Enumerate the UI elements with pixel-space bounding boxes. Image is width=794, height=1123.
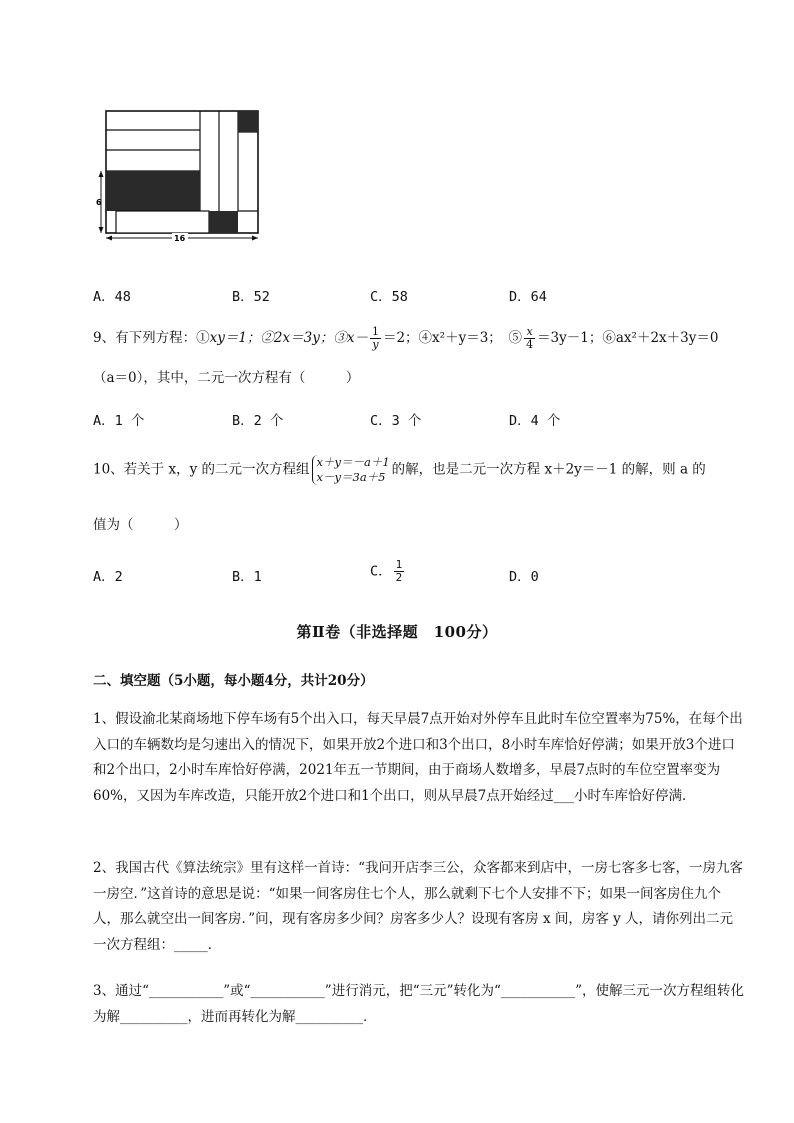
q10-option-d[interactable]: D．0 (509, 569, 539, 585)
q9-eq5-tail: ＝3y－1；⑥ax²＋2x＋3y＝0 (537, 330, 719, 346)
q10-stem (93, 455, 706, 485)
q8-option-d[interactable]: D．64 (509, 289, 547, 305)
q10-tail: 的解，也是二元一次方程 x＋2y＝－1 的解，则 a 的 (391, 461, 706, 478)
q9-option-b[interactable]: B．2 个 (232, 413, 284, 429)
dimension-6-label: 6 (96, 198, 102, 207)
q9-fraction-2: $\frac{x}{4}$ (526, 325, 534, 351)
q9-option-c[interactable]: C．3 个 (370, 413, 422, 429)
part2-title: 第Ⅱ卷（非选择题 100分） (296, 623, 498, 641)
section2-heading: 二、填空题（5小题，每小题4分，共计20分） (93, 673, 374, 689)
q9-eq1: xy＝1；②2x＝3y；③x－ (209, 330, 368, 346)
q9-stem (93, 326, 718, 351)
dimension-16-label: 16 (174, 234, 186, 243)
rectangle-puzzle-figure (96, 104, 266, 254)
bottom-strip (116, 211, 209, 233)
shaded-block-left (106, 171, 200, 211)
q8-option-b[interactable]: B．52 (232, 289, 270, 305)
q9-fraction-1: $\frac{1}{y}$ (371, 325, 379, 351)
q10-equation-system: x＋y＝－a＋1 x－y＝3a＋5 (312, 455, 390, 485)
shaded-square-bottom-right (209, 211, 238, 233)
q9-stem-line2: （a＝0），其中，二元一次方程有（ ） (93, 370, 360, 386)
q9-option-d[interactable]: D．4 个 (509, 413, 561, 429)
q10-lead: 10、若关于 x，y 的二元一次方程组 (93, 461, 310, 478)
fill-question-3: 3、通过“___________”或“___________”进行消元，把“三元”转化为“___________”，使解三元一次方程组转化为解__________，进而再转化为解__________． (93, 983, 745, 1025)
q10-option-a[interactable]: A．2 (93, 569, 123, 585)
q10-stem-line2: 值为（ ） (93, 517, 188, 533)
q9-eq3-tail: ＝2；④x²＋y＝3； ⑤ (382, 330, 523, 346)
shaded-square-top-right (238, 111, 258, 132)
q10-option-c-fraction: $\frac{1}{2}$ (395, 558, 403, 584)
q10-option-b[interactable]: B．1 (232, 569, 262, 585)
q8-option-a[interactable]: A．48 (93, 289, 131, 305)
fill-question-2: 2、我国古代《算法统宗》里有这样一首诗：“我问开店李三公，众客都来到店中，一房七客多七客，一房九客一房空．”这首诗的意思是说：“如果一间客房住七个人，那么就剩下七个人安排不下；如果一间客房住九个人，那么就空出一间客房．”问，现有客房多少间？房客多少人？设现有客房 x 间，房客 y 人，请你列出二元一次方程组：_____． (93, 860, 743, 953)
q9-option-a[interactable]: A．1 个 (93, 413, 145, 429)
q8-option-c[interactable]: C．58 (370, 289, 408, 305)
q10-option-c[interactable]: C． $\frac{1}{2}$ (370, 558, 403, 584)
fill-question-1: 1、假设渝北某商场地下停车场有5个出入口，每天早晨7点开始对外停车且此时车位空置率为75%，在每个出入口的车辆数均是匀速出入的情况下，如果开放2个进口和3个出口，8小时车库恰好停满；如果开放3个进口和2个出口，2小时车库恰好停满，2021年五一节期间，由于商场人数增多，早晨7点时的车位空置率变为60%，又因为车库改造，只能开放2个进口和1个出口，则从早晨7点开始经过___小时车库恰好停满． (93, 711, 743, 804)
q9-lead: 9、有下列方程：① (93, 330, 210, 346)
